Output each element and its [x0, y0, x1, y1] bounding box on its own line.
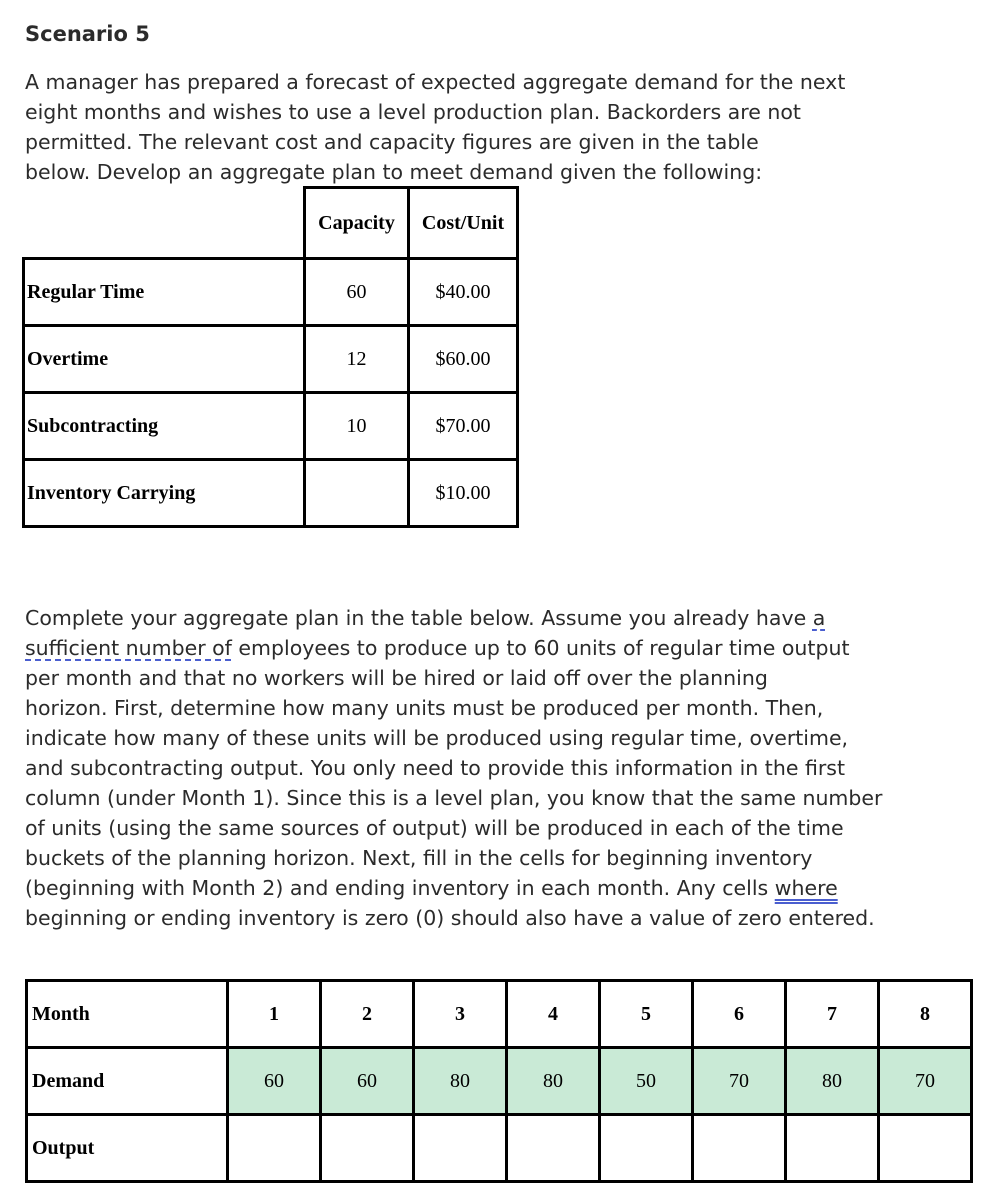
instructions-line: indicate how many of these units will be produced using regular time, overtime,: [25, 726, 849, 750]
output-cell[interactable]: [507, 1115, 600, 1182]
cost-value: $10.00: [409, 460, 518, 527]
cost-row-overtime: [24, 326, 518, 393]
instructions-text: employees to produce up to 60 units of regular time output: [231, 636, 850, 660]
instructions-line: of units (using the same sources of output) will be produced in each of the time: [25, 816, 844, 840]
demand-cell: 70: [693, 1048, 786, 1115]
grammar-underline[interactable]: a: [812, 606, 826, 630]
instructions-line: per month and that no workers will be hired or laid off over the planning: [25, 666, 768, 690]
instructions-line: [25, 603, 882, 633]
cost-value: $40.00: [409, 259, 518, 326]
intro-line: A manager has prepared a forecast of expected aggregate demand for the next: [25, 70, 846, 94]
instructions-line: beginning or ending inventory is zero (0) should also have a value of zero entered.: [25, 906, 875, 930]
month-row: [27, 981, 972, 1048]
instructions-line: [25, 873, 882, 903]
instructions-line: buckets of the planning horizon. Next, fill in the cells for beginning inventory: [25, 846, 813, 870]
output-cell[interactable]: [879, 1115, 972, 1182]
month-number: 7: [786, 981, 879, 1048]
scenario-title: Scenario 5: [25, 22, 150, 46]
output-cell[interactable]: [228, 1115, 321, 1182]
instructions-paragraph: [25, 603, 882, 933]
intro-line: permitted. The relevant cost and capacity figures are given in the table: [25, 130, 759, 154]
instructions-line: column (under Month 1). Since this is a level plan, you know that the same number: [25, 786, 883, 810]
grammar-underline[interactable]: where: [774, 876, 838, 900]
demand-label: Demand: [27, 1048, 228, 1115]
instructions-line: horizon. First, determine how many units must be produced per month. Then,: [25, 696, 824, 720]
demand-cell: 80: [786, 1048, 879, 1115]
demand-cell: 50: [600, 1048, 693, 1115]
capacity-value: [305, 460, 409, 527]
capacity-value: 10: [305, 393, 409, 460]
cost-value: $60.00: [409, 326, 518, 393]
row-label: Regular Time: [24, 259, 305, 326]
output-cell[interactable]: [600, 1115, 693, 1182]
month-number: 4: [507, 981, 600, 1048]
cost-table-corner: [24, 188, 305, 259]
month-number: 3: [414, 981, 507, 1048]
output-row: [27, 1115, 972, 1182]
month-number: 1: [228, 981, 321, 1048]
aggregate-plan-table: [25, 979, 973, 1183]
intro-paragraph: [25, 67, 845, 187]
demand-cell: 70: [879, 1048, 972, 1115]
output-cell[interactable]: [414, 1115, 507, 1182]
capacity-value: 12: [305, 326, 409, 393]
cost-per-unit-header: Cost/Unit: [409, 188, 518, 259]
output-label: Output: [27, 1115, 228, 1182]
capacity-value: 60: [305, 259, 409, 326]
demand-cell: 60: [228, 1048, 321, 1115]
grammar-underline[interactable]: sufficient number of: [25, 636, 232, 660]
instructions-line: and subcontracting output. You only need to provide this information in the first: [25, 756, 846, 780]
cost-row-inventory-carrying: [24, 460, 518, 527]
row-label: Overtime: [24, 326, 305, 393]
cost-row-regular-time: [24, 259, 518, 326]
month-number: 2: [321, 981, 414, 1048]
cost-value: $70.00: [409, 393, 518, 460]
instructions-line: [25, 633, 882, 663]
month-label: Month: [27, 981, 228, 1048]
capacity-header: Capacity: [305, 188, 409, 259]
demand-cell: 80: [507, 1048, 600, 1115]
output-cell[interactable]: [321, 1115, 414, 1182]
instructions-text: (beginning with Month 2) and ending inventory in each month. Any cells: [25, 876, 775, 900]
demand-cell: 80: [414, 1048, 507, 1115]
intro-line: eight months and wishes to use a level production plan. Backorders are not: [25, 100, 801, 124]
output-cell[interactable]: [693, 1115, 786, 1182]
month-number: 5: [600, 981, 693, 1048]
row-label: Inventory Carrying: [24, 460, 305, 527]
month-number: 8: [879, 981, 972, 1048]
intro-line: below. Develop an aggregate plan to meet demand given the following:: [25, 160, 763, 184]
row-label: Subcontracting: [24, 393, 305, 460]
output-cell[interactable]: [786, 1115, 879, 1182]
cost-capacity-table: [22, 186, 519, 528]
month-number: 6: [693, 981, 786, 1048]
cost-table-header-row: [24, 188, 518, 259]
cost-row-subcontracting: [24, 393, 518, 460]
demand-cell: 60: [321, 1048, 414, 1115]
instructions-text: Complete your aggregate plan in the table below. Assume you already have: [25, 606, 813, 630]
demand-row: [27, 1048, 972, 1115]
